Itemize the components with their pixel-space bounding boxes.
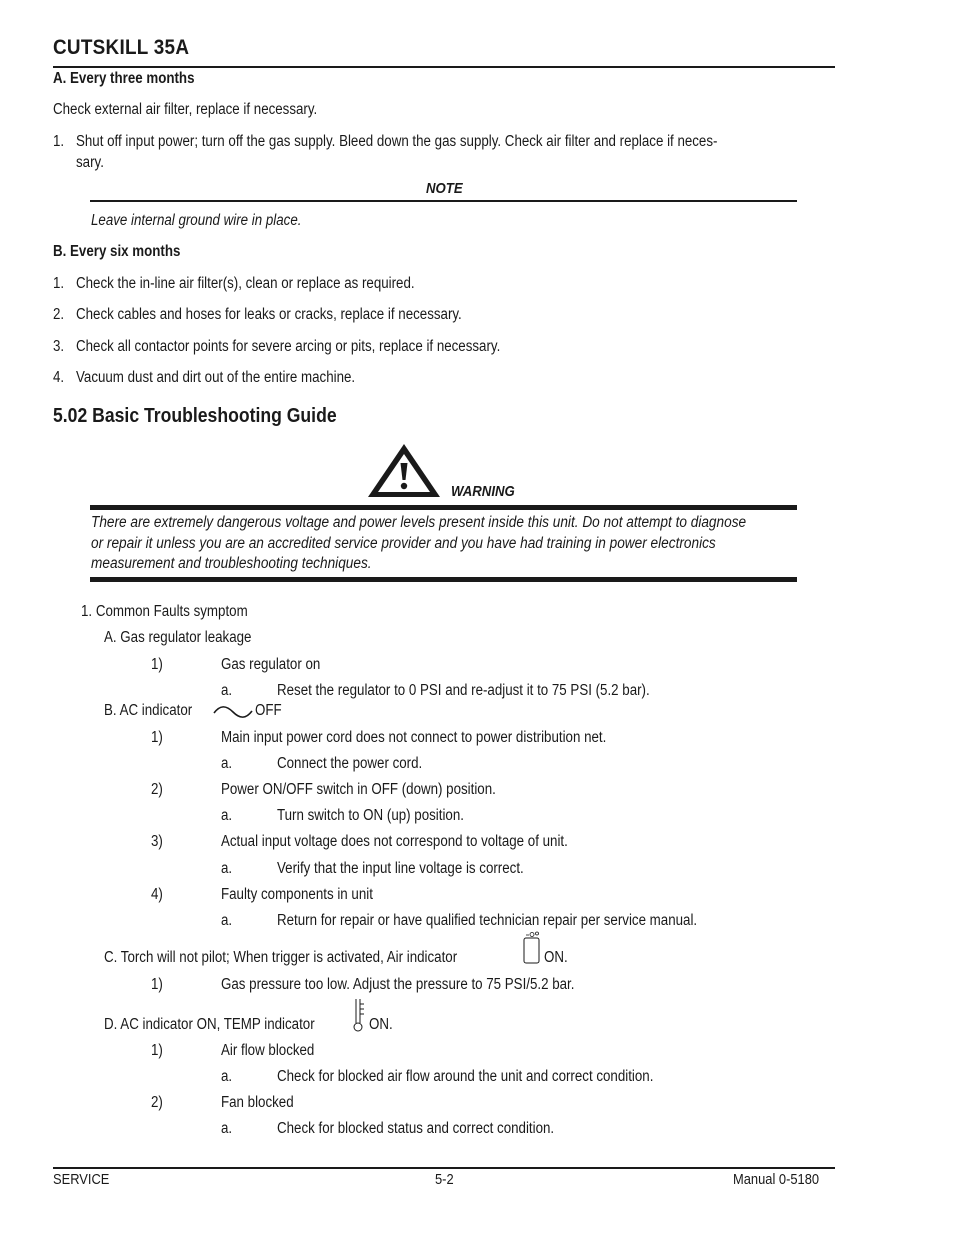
warning-rule-top	[90, 505, 797, 510]
fault-b2a-num: a.	[221, 807, 233, 824]
fault-c-heading: C. Torch will not pilot; When trigger is activated, Air indicator	[104, 949, 458, 966]
section-a-step-line2: sary.	[76, 154, 104, 171]
thermometer-icon	[350, 997, 366, 1033]
fault-b-heading-status: OFF	[255, 702, 282, 719]
fault-c1-text: Gas pressure too low. Adjust the pressure to 75 PSI/5.2 bar.	[221, 976, 575, 993]
section-b-item-num: 4.	[53, 369, 65, 386]
air-cylinder-icon	[522, 930, 542, 964]
fault-b4a-num: a.	[221, 912, 233, 929]
fault-a1a-num: a.	[221, 682, 233, 699]
fault-b3-text: Actual input voltage does not correspond to voltage of unit.	[221, 833, 568, 850]
fault-b1a-text: Connect the power cord.	[277, 755, 423, 772]
footer-section-label: SERVICE	[53, 1171, 110, 1188]
fault-d2a-num: a.	[221, 1120, 233, 1137]
warning-rule-bottom	[90, 577, 797, 582]
fault-c1-num: 1)	[151, 976, 163, 993]
section-a-heading: A. Every three months	[53, 70, 195, 87]
fault-b4-num: 4)	[151, 886, 163, 903]
section-b-item-num: 1.	[53, 275, 65, 292]
fault-b3a-text: Verify that the input line voltage is correct.	[277, 860, 524, 877]
fault-b4a-text: Return for repair or have qualified technician repair per service manual.	[277, 912, 698, 929]
note-text: Leave internal ground wire in place.	[91, 212, 302, 229]
fault-a1a-text: Reset the regulator to 0 PSI and re-adjust it to 75 PSI (5.2 bar).	[277, 682, 650, 699]
fault-d-heading: D. AC indicator ON, TEMP indicator	[104, 1016, 315, 1033]
footer-page-number: 5-2	[435, 1171, 454, 1188]
fault-d1a-text: Check for blocked air flow around the unit and correct condition.	[277, 1068, 654, 1085]
fault-a1-num: 1)	[151, 656, 163, 673]
footer-manual-number: Manual 0-5180	[733, 1171, 820, 1188]
document-title: CUTSKILL 35A	[53, 36, 190, 59]
section-b-item-text: Check all contactor points for severe arcing or pits, replace if necessary.	[76, 338, 501, 355]
section-b-item-num: 2.	[53, 306, 65, 323]
fault-b4-text: Faulty components in unit	[221, 886, 373, 903]
warning-text-line: or repair it unless you are an accredited service provider and you have had training in power electronics	[91, 535, 716, 552]
note-label: NOTE	[426, 180, 463, 197]
fault-a-heading: A. Gas regulator leakage	[104, 629, 252, 646]
fault-b3a-num: a.	[221, 860, 233, 877]
section-a-step-num: 1.	[53, 133, 65, 150]
fault-a1-text: Gas regulator on	[221, 656, 321, 673]
fault-d2a-text: Check for blocked status and correct condition.	[277, 1120, 555, 1137]
fault-b1-num: 1)	[151, 729, 163, 746]
note-rule	[90, 200, 797, 202]
section-a-intro: Check external air filter, replace if necessary.	[53, 101, 318, 118]
fault-d1-num: 1)	[151, 1042, 163, 1059]
fault-b2-num: 2)	[151, 781, 163, 798]
fault-d2-num: 2)	[151, 1094, 163, 1111]
fault-d1a-num: a.	[221, 1068, 233, 1085]
fault-d1-text: Air flow blocked	[221, 1042, 315, 1059]
fault-b1-text: Main input power cord does not connect to power distribution net.	[221, 729, 607, 746]
section-title: 5.02 Basic Troubleshooting Guide	[53, 405, 337, 427]
section-b-item-text: Check the in-line air filter(s), clean or replace as required.	[76, 275, 415, 292]
footer-rule	[53, 1167, 835, 1169]
warning-label: WARNING	[451, 483, 515, 500]
section-b-heading: B. Every six months	[53, 243, 181, 260]
fault-d-heading-status: ON.	[369, 1016, 393, 1033]
fault-b-heading: B. AC indicator	[104, 702, 193, 719]
fault-c-heading-status: ON.	[544, 949, 568, 966]
fault-d2-text: Fan blocked	[221, 1094, 294, 1111]
fault-b2-text: Power ON/OFF switch in OFF (down) position.	[221, 781, 496, 798]
section-b-item-text: Check cables and hoses for leaks or cracks, replace if necessary.	[76, 306, 462, 323]
header-rule	[53, 66, 835, 68]
ac-wave-icon	[213, 705, 253, 719]
fault-b3-num: 3)	[151, 833, 163, 850]
warning-text-line: There are extremely dangerous voltage and power levels present inside this unit. Do not attempt to diagnose	[91, 514, 747, 531]
section-b-item-text: Vacuum dust and dirt out of the entire machine.	[76, 369, 356, 386]
warning-triangle-icon	[367, 443, 441, 498]
fault-b1a-num: a.	[221, 755, 233, 772]
section-a-step-line1: Shut off input power; turn off the gas supply. Bleed down the gas supply. Check air filter and replace if neces-	[76, 133, 718, 150]
faults-list-title: 1. Common Faults symptom	[81, 603, 248, 620]
section-b-item-num: 3.	[53, 338, 65, 355]
warning-text-line: measurement and troubleshooting techniques.	[91, 555, 372, 572]
fault-b2a-text: Turn switch to ON (up) position.	[277, 807, 464, 824]
